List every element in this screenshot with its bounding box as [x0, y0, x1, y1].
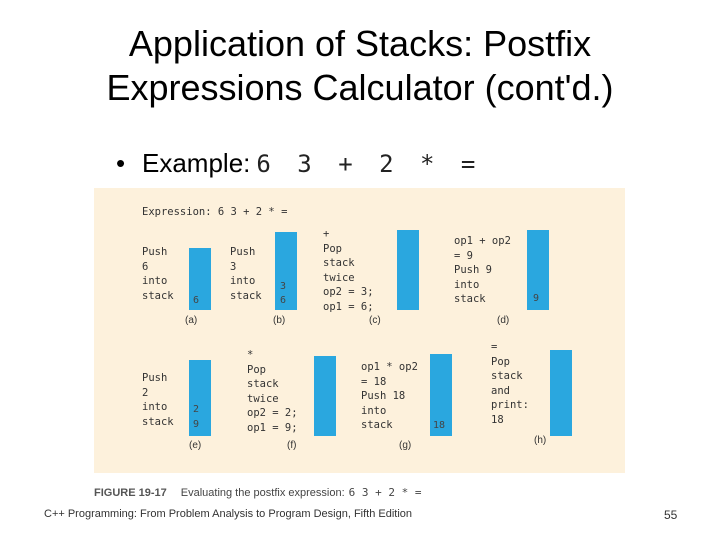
- cell-e-text: Push 2 into stack: [142, 372, 174, 428]
- cell-a-label: (a): [185, 315, 198, 326]
- bullet-label: Example:: [142, 148, 251, 178]
- stack-h: [550, 350, 572, 436]
- stack-d-item-1: 9: [533, 293, 540, 304]
- cell-h-label: (h): [534, 435, 547, 446]
- stack-c: [397, 230, 419, 310]
- cell-c-text: + Pop stack twice op2 = 3; op1 = 6;: [323, 228, 374, 313]
- expression-header: Expression: 6 3 + 2 * =: [142, 206, 288, 218]
- stack-b-item-2: 6: [280, 295, 287, 306]
- stack-e-item-2: 9: [193, 419, 200, 430]
- stack-g-item-1: 18: [433, 420, 446, 431]
- title-line-2: Expressions Calculator (cont'd.): [106, 67, 614, 108]
- cell-c-label: (c): [369, 315, 381, 326]
- footer-text: C++ Programming: From Problem Analysis to Program Design, Fifth Edition: [44, 508, 413, 520]
- cell-f-text: * Pop stack twice op2 = 2; op1 = 9;: [247, 349, 298, 434]
- caption-label: FIGURE 19-17: [94, 487, 167, 499]
- stack-a-item-1: 6: [193, 295, 200, 306]
- example-bullet: [116, 148, 481, 179]
- cell-d-text: op1 + op2 = 9 Push 9 into stack: [454, 235, 511, 305]
- cell-e-label: (e): [189, 440, 202, 451]
- cell-g-text: op1 * op2 = 18 Push 18 into stack: [361, 361, 418, 431]
- cell-d-label: (d): [497, 315, 510, 326]
- cell-f-label: (f): [287, 440, 297, 451]
- title-line-1: Application of Stacks: Postfix: [128, 23, 592, 64]
- stack-b-item-1: 3: [280, 281, 287, 292]
- cell-a-text: Push 6 into stack: [142, 246, 174, 302]
- cell-g-label: (g): [399, 440, 412, 451]
- cell-b-label: (b): [273, 315, 286, 326]
- stack-e-item-1: 2: [193, 404, 200, 415]
- postfix-figure: [94, 188, 625, 473]
- bullet-expression: 6 3 + 2 * =: [256, 150, 482, 178]
- figure-caption: [94, 486, 421, 499]
- cell-b-text: Push 3 into stack: [230, 246, 262, 302]
- page-number: 55: [664, 508, 678, 522]
- slide-title: [0, 22, 720, 110]
- stack-f: [314, 356, 336, 436]
- bullet-dot-icon: •: [116, 148, 126, 178]
- caption-text: Evaluating the postfix expression:: [180, 487, 345, 499]
- caption-expression: 6 3 + 2 * =: [348, 486, 422, 499]
- cell-h-text: = Pop stack and print: 18: [491, 341, 529, 426]
